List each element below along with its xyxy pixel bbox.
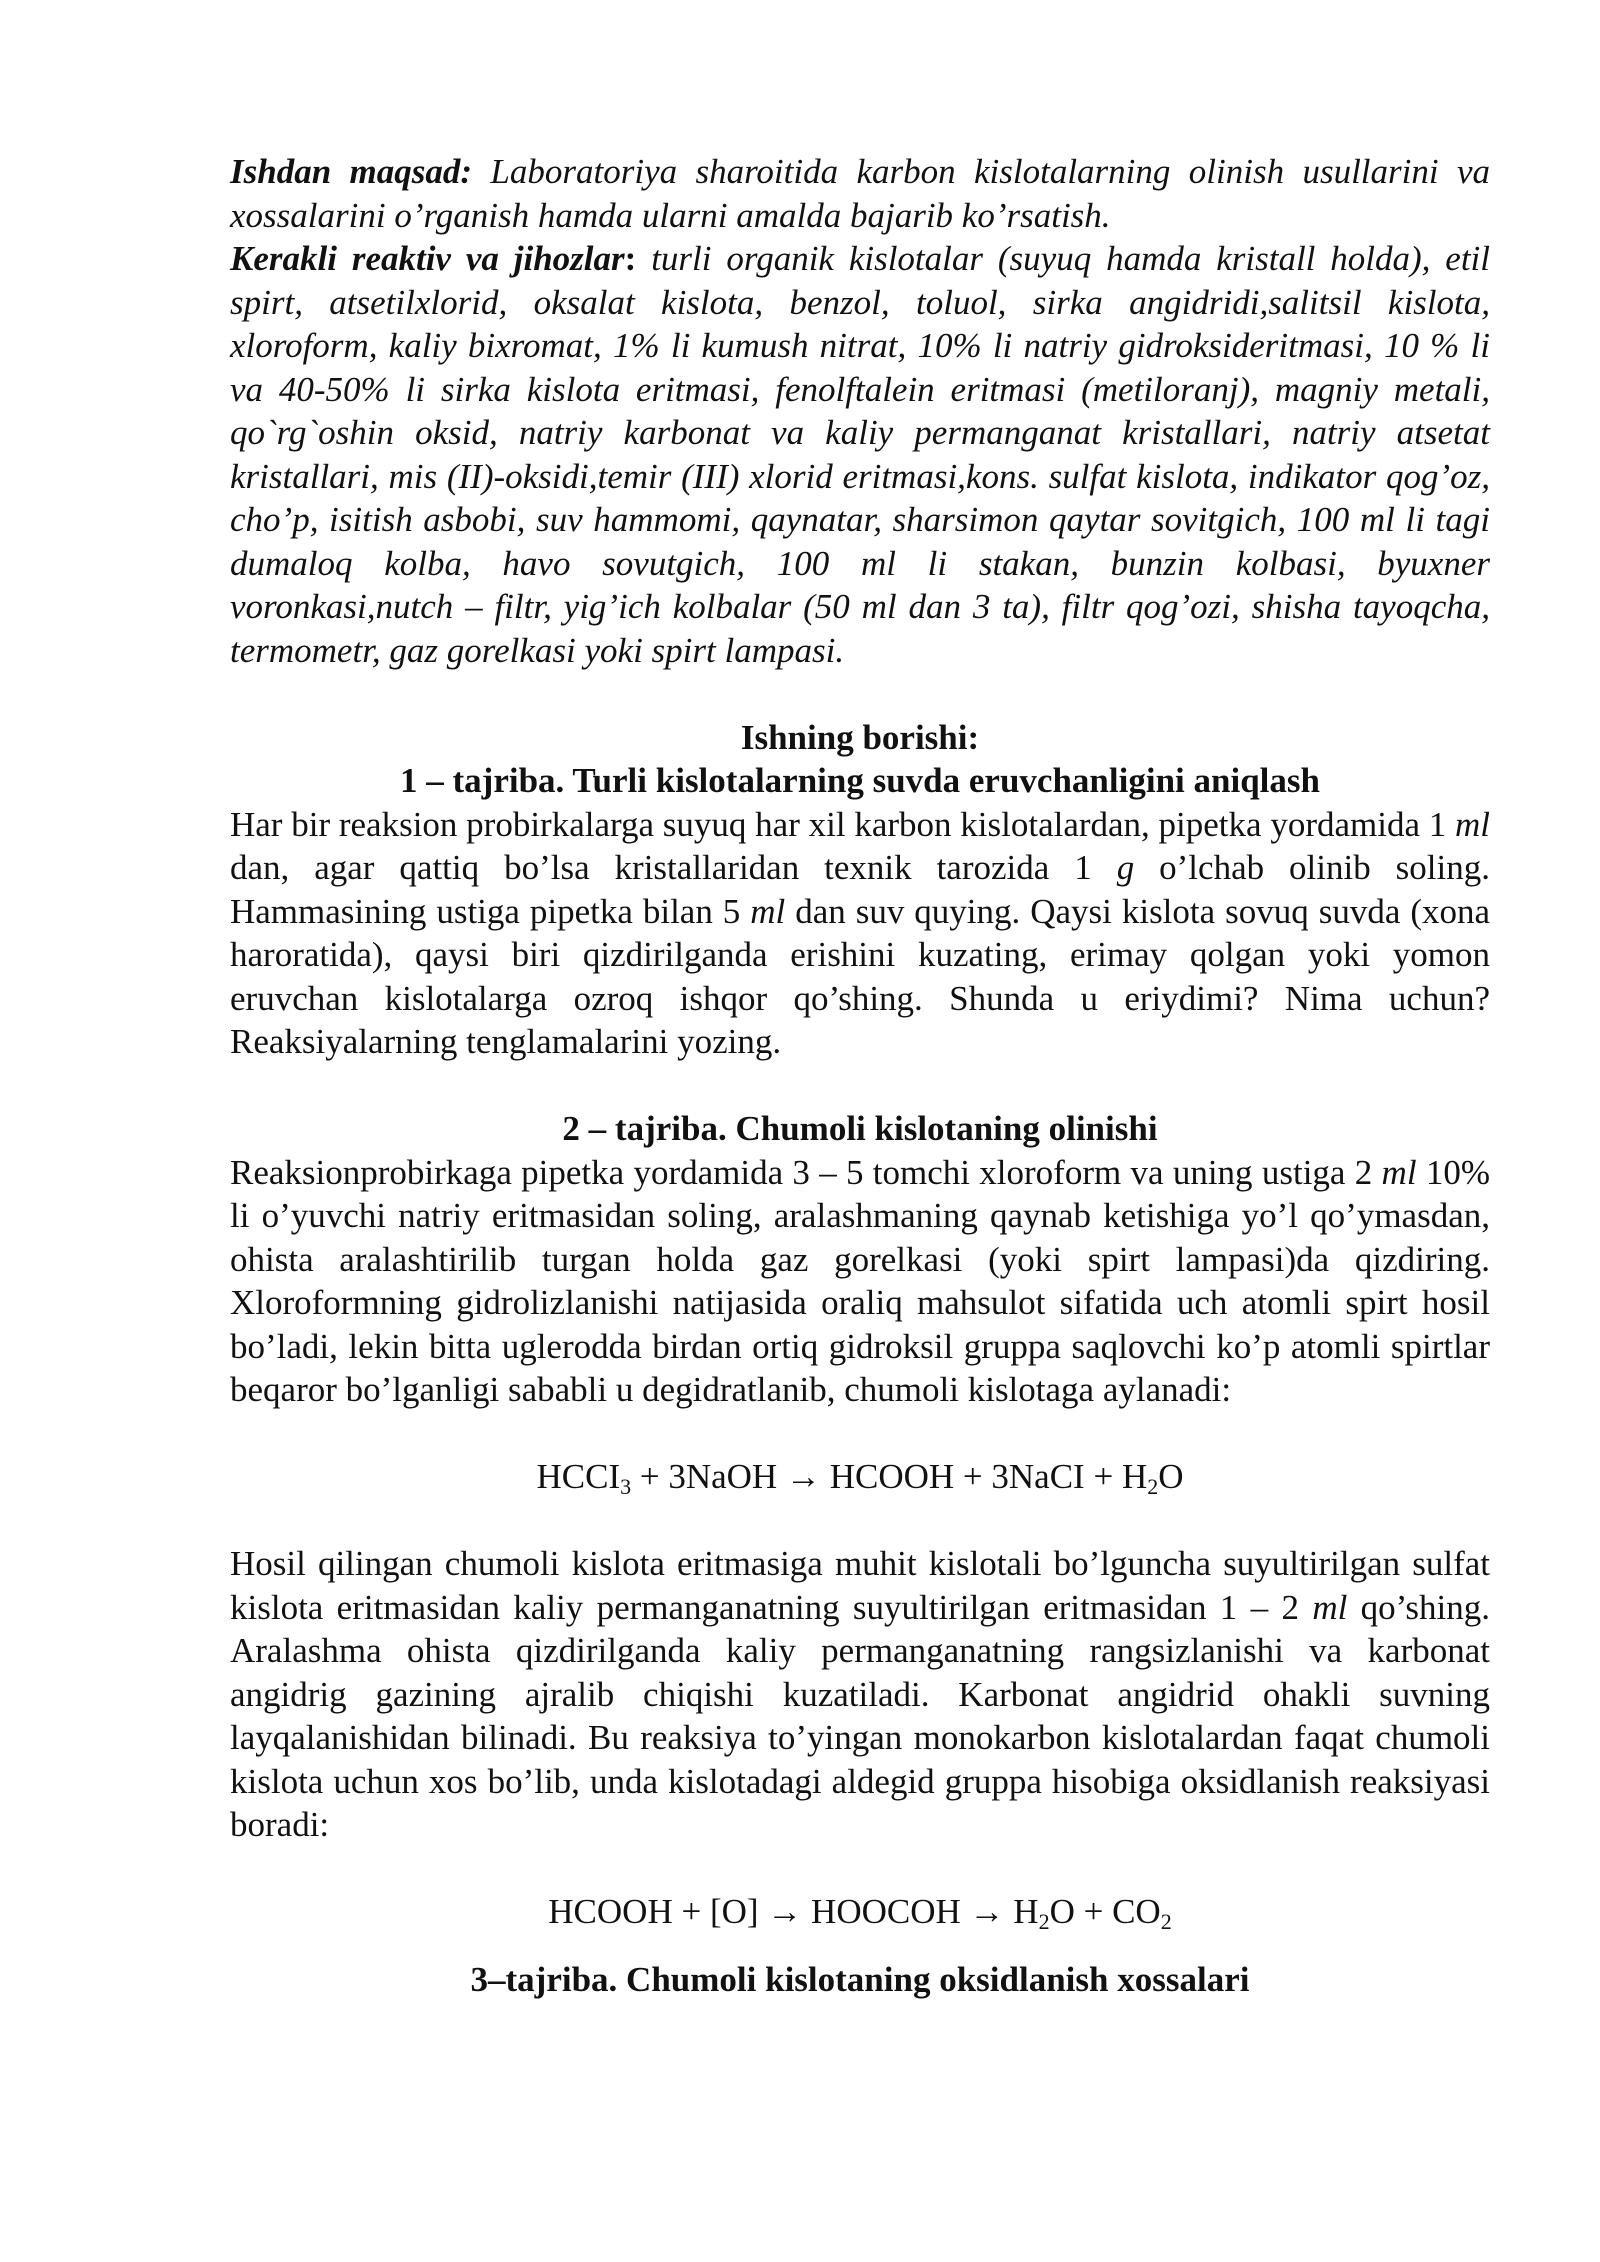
eq1-part-b: + 3NaOH → HCOOH + 3NaCI + H [631, 1457, 1148, 1496]
spacer [230, 1847, 1490, 1891]
goal-paragraph [230, 150, 1490, 237]
goal-text: Laboratoriya sharoitida karbon kislotalarning olinish usullarini va xossalarini o’rganish hamda ularni amalda bajarib ko’rsatish. [230, 152, 1490, 235]
exp1-text-4: dan suv quying. Qaysi kislota sovuq suvda (xona haroratida), qaysi biri qizdirilganda erishini kuzating, erimay qolgan yoki yomon eruvchan kislotalarga ozroq ishqor qo’shing. Shunda u eriydimi? Nima uchun? Reaksiyalarning tenglamalarini yozing. [230, 891, 1491, 1061]
exp2-unit-ml-1: ml [1381, 1152, 1417, 1192]
exp1-unit-g: g [1116, 848, 1135, 887]
exp2-text-2: 10% li o’yuvchi natriy eritmasidan soling, aralashmaning qaynab ketishiga yo’l qo’ymasdan, ohista aralashtirilib turgan holda gaz gorelkasi (yoki spirt lampasi)da qizdiring. Xloroformning gidrolizlanishi natijasida oraliq mahsulot sifatida uch atomli spirt hosil bo’ladi, lekin bitta uglerodda birdan ortiq gidroksil gruppa saqlovchi ko’p atomli spirtlar beqaror bo’lganligi sababli u degidratlanib, chumoli kislotaga aylanadi: [230, 1152, 1490, 1409]
exp3-title: 3–tajriba. Chumoli kislotaning oksidlanish xossalari [470, 1959, 1250, 1999]
eq2-sub-a: 2 [1038, 1909, 1050, 1934]
exp2-title: 2 – tajriba. Chumoli kislotaning olinishi [562, 1109, 1158, 1148]
exp1-text-3: o’lchab olinib soling. Hammasining ustiga pipetka bilan 5 [230, 848, 1490, 931]
exp2-paragraph-1 [230, 1151, 1490, 1412]
exp2-unit-ml-2: ml [1312, 1587, 1348, 1627]
eq2-part-b: O + CO [1049, 1892, 1161, 1931]
eq1-sub-a: 3 [620, 1474, 632, 1499]
materials-text: turli organik kislotalar (suyuq hamda kristall holda), etil spirt, atsetilxlorid, oksalat kislota, benzol, toluol, sirka angidridi,salitsil kislota, xloroform, kaliy bixromat, 1% li kumush nitrat, 10% li natriy gidroksideritmasi, 10 % li va 40-50% li sirka kislota eritmasi, fenolftalein eritmasi (metiloranj), magniy metali, qo`rg`oshin oksid, natriy karbonat va kaliy permanganat kristallari, natriy atsetat kristallari, mis (II)-oksidi,temir (III) xlorid eritmasi,kons. sulfat kislota, indikator qog’oz, cho’p, isitish asbobi, suv hammomi, qaynatar, sharsimon qaytar sovitgich, 100 ml li tagi dumaloq kolba, havo sovutgich, 100 ml li stakan, bunzin kolbasi, byuxner voronkasi,nutch – filtr, yig’ich kolbalar (50 ml dan 3 ta), filtr qog’ozi, shisha tayoqcha, termometr, gaz gorelkasi yoki spirt lampasi. [230, 239, 1490, 670]
goal-label: Ishdan maqsad: [230, 152, 473, 191]
exp2-text-4: qo’shing. Aralashma ohista qizdirilganda kaliy permanganatning rangsizlanishi va karbonat angidrig gazining ajralib chiqishi kuzatiladi. Karbonat angidrid ohakli suvning layqalanishidan bilinadi. Bu reaksiya to’yingan monokarbon kislotalardan faqat chumoli kislota uchun xos bo’lib, unda kislotadagi aldegid gruppa hisobiga oksidlanish reaksiyasi boradi: [230, 1587, 1490, 1844]
spacer [230, 672, 1490, 716]
materials-paragraph [230, 237, 1490, 672]
document-page [230, 150, 1490, 2001]
exp1-title: 1 – tajriba. Turli kislotalarning suvda eruvchanligini aniqlash [400, 761, 1320, 800]
spacer [230, 1934, 1490, 1958]
equation-2 [230, 1890, 1490, 1934]
eq2-sub-b: 2 [1160, 1909, 1172, 1934]
materials-colon: : [624, 239, 637, 278]
exp2-text-1: Reaksionprobirkaga pipetka yordamida 3 – 5 tomchi xloroform va uning ustiga 2 [230, 1152, 1382, 1192]
spacer [230, 1412, 1490, 1456]
exp1-text-2: dan, agar qattiq bo’lsa kristallaridan texnik tarozida 1 [230, 848, 1117, 887]
exp1-paragraph [230, 803, 1490, 1064]
eq1-sub-b: 2 [1147, 1474, 1159, 1499]
procedure-heading: Ishning borishi: [740, 717, 980, 757]
exp1-unit-ml-1: ml [1455, 804, 1490, 844]
spacer [230, 1064, 1490, 1108]
equation-1 [230, 1455, 1490, 1499]
materials-label: Kerakli reaktiv va jihozlar [230, 239, 625, 278]
exp1-text-1: Har bir reaksion probirkalarga suyuq har xil karbon kislotalardan, pipetka yordamida 1 [230, 804, 1455, 844]
exp1-unit-ml-2: ml [750, 891, 786, 931]
exp2-text-3: Hosil qilingan chumoli kislota eritmasiga muhit kislotali bo’lguncha suyultirilgan sulfat kislota eritmasidan kaliy permanganatning suyultirilgan eritmasidan 1 – 2 [230, 1544, 1490, 1627]
eq2-part-a: HCOOH + [O] → HOOCOH → H [548, 1892, 1039, 1931]
eq1-part-c: O [1158, 1457, 1184, 1496]
exp2-paragraph-2 [230, 1542, 1490, 1847]
spacer [230, 1499, 1490, 1543]
eq1-part-a: HCCI [536, 1457, 621, 1496]
